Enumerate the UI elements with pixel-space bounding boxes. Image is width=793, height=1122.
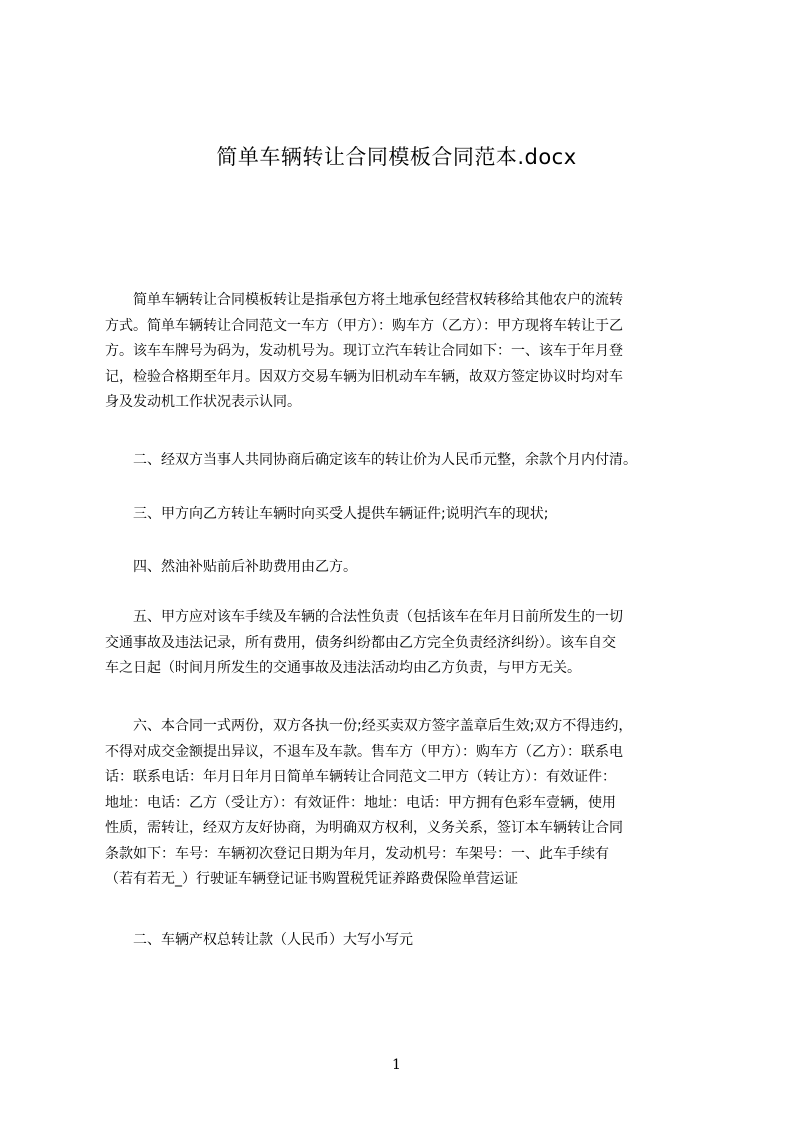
paragraph-line: 二、车辆产权总转让款（人民币）大写小写元 xyxy=(105,932,413,948)
paragraph-line: 三、甲方向乙方转让车辆时向买受人提供车辆证件;说明汽车的现状; xyxy=(105,506,549,522)
paragraph-line: 五、甲方应对该车手续及车辆的合法性负责（包括该车在年月日前所发生的一切 xyxy=(105,609,623,625)
paragraph-clause-2 xyxy=(105,448,705,474)
paragraph-line: 四、然油补贴前后补助费用由乙方。 xyxy=(105,559,357,575)
paragraph-line: 记，检验合格期至年月。因双方交易车辆为旧机动车车辆，故双方签定协议时均对车 xyxy=(105,368,623,385)
paragraph-line: 交通事故及违法记录，所有费用，债务纠纷都由乙方完全负责经济纠纷）。该车自交 xyxy=(105,634,616,651)
paragraph-intro xyxy=(105,288,705,416)
paragraph-line: 条款如下：车号：车辆初次登记日期为年月，发动机号：车架号：一、此车手续有 xyxy=(105,845,609,862)
paragraph-line: 话：联系电话：年月日年月日简单车辆转让合同范文二甲方（转让方）：有效证件： xyxy=(105,769,616,785)
paragraph-clause-2-second xyxy=(105,928,705,954)
paragraph-line: 身及发动机工作状况表示认同。 xyxy=(105,394,301,410)
paragraph-line: 六、本合同一式两份，双方各执一份;经买卖双方签字盖章后生效;双方不得违约， xyxy=(105,718,633,734)
paragraph-line: 简单车辆转让合同模板转让是指承包方将土地承包经营权转移给其他农户的流转 xyxy=(105,292,623,308)
paragraph-line: 地址：电话：乙方（受让方）：有效证件：地址：电话：甲方拥有色彩车壹辆，使用 xyxy=(105,794,616,811)
page-number: 1 xyxy=(392,1057,401,1073)
paragraph-clause-4 xyxy=(105,555,705,581)
document-title: 简单车辆转让合同模板合同范本.docx xyxy=(216,145,577,169)
paragraph-line: （若有若无_）行驶证车辆登记证书购置税凭证养路费保险单营运证 xyxy=(105,871,518,887)
paragraph-clause-6 xyxy=(105,714,705,893)
paragraph-line: 车之日起（时间月所发生的交通事故及违法活动均由乙方负责，与甲方无关。 xyxy=(105,660,581,676)
paragraph-clause-5 xyxy=(105,605,705,682)
paragraph-line: 方。该车车牌号为码为，发动机号为。现订立汽车转让合同如下：一、该车于年月登 xyxy=(105,343,623,359)
paragraph-line: 性质，需转让，经双方友好协商，为明确双方权利，义务关系，签订本车辆转让合同 xyxy=(105,820,623,836)
paragraph-clause-3 xyxy=(105,502,705,528)
paragraph-line: 不得对成交金额提出异议，不退车及车款。售车方（甲方）：购车方（乙方）：联系电 xyxy=(105,743,623,760)
paragraph-line: 方式。简单车辆转让合同范文一车方（甲方）：购车方（乙方）：甲方现将车转让于乙 xyxy=(105,317,623,334)
paragraph-line: 二、经双方当事人共同协商后确定该车的转让价为人民币元整，余款个月内付清。 xyxy=(105,452,637,468)
